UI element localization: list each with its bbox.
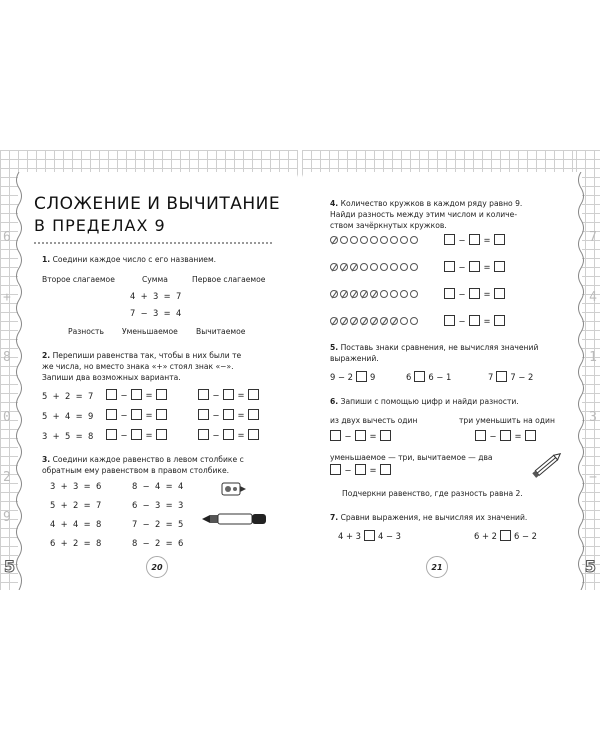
comparison-box[interactable] [414, 371, 425, 382]
crossed-circle [360, 290, 368, 298]
answer-row: − = [198, 389, 259, 400]
equation: 8 − 2 = 6 [132, 538, 184, 548]
circle [390, 263, 398, 271]
answer-box[interactable] [525, 430, 536, 441]
task-2-instruction: 2. Перепиши равенства так, чтобы в них были те же числа, но вместо знака «+» стоял знак «−». Запиши два возможных варианта. [42, 351, 242, 382]
equation: 7 − 2 = 5 [132, 519, 184, 529]
crossed-circle [370, 290, 378, 298]
answer-box[interactable] [380, 430, 391, 441]
answer-box[interactable] [444, 315, 455, 326]
comparison-item: 4 + 3 4 − 3 [338, 530, 401, 541]
circle [410, 290, 418, 298]
phrase: из двух вычесть один [330, 416, 418, 425]
comparison-item: 7 7 − 2 [488, 371, 534, 382]
answer-box[interactable] [469, 288, 480, 299]
marker-icon [200, 512, 270, 526]
comparison-item: 6 6 − 1 [406, 371, 452, 382]
corner-number: 5 [4, 557, 16, 576]
answer-box[interactable] [106, 429, 117, 440]
equation: 3 + 5 = 8 [42, 431, 94, 441]
book-spread [0, 150, 600, 590]
margin-digit-deco: + [3, 290, 11, 305]
answer-box[interactable] [198, 429, 209, 440]
circle [350, 236, 358, 244]
crossed-circle [330, 236, 338, 244]
answer-row: − = [330, 464, 391, 475]
margin-digit-deco: 4 [589, 290, 597, 305]
margin-digit-deco: 7 [589, 230, 597, 245]
dotted-divider [34, 242, 272, 244]
circle [360, 263, 368, 271]
answer-box[interactable] [494, 261, 505, 272]
crossed-circle [340, 263, 348, 271]
answer-box[interactable] [131, 409, 142, 420]
answer-box[interactable] [106, 389, 117, 400]
crossed-circle [350, 290, 358, 298]
margin-digit-deco: 9 [3, 510, 11, 525]
circle [380, 290, 388, 298]
circle-row [330, 236, 418, 244]
comparison-box[interactable] [356, 371, 367, 382]
comparison-item: 6 + 2 6 − 2 [474, 530, 537, 541]
crossed-circle [330, 290, 338, 298]
margin-digit-deco: 0 [3, 410, 11, 425]
answer-box[interactable] [156, 389, 167, 400]
equation: 6 − 3 = 3 [132, 500, 184, 510]
answer-box[interactable] [106, 409, 117, 420]
answer-box[interactable] [156, 409, 167, 420]
circle [410, 236, 418, 244]
circle-row [330, 263, 418, 271]
label-sum: Сумма [142, 275, 168, 284]
comparison-box[interactable] [496, 371, 507, 382]
answer-box[interactable] [355, 430, 366, 441]
answer-box[interactable] [223, 409, 234, 420]
label-first-addend: Первое слагаемое [192, 275, 266, 284]
phrase: три уменьшить на один [459, 416, 555, 425]
crossed-circle [380, 317, 388, 325]
equation: 7 − 3 = 4 [130, 308, 182, 318]
circle [370, 236, 378, 244]
page-number: 20 [146, 556, 168, 578]
task-5-instruction: 5. Поставь знаки сравнения, не вычисляя значений выражений. [330, 343, 539, 363]
answer-row: − = [106, 409, 167, 420]
answer-box[interactable] [248, 409, 259, 420]
answer-box[interactable] [131, 389, 142, 400]
answer-box[interactable] [444, 288, 455, 299]
comparison-box[interactable] [364, 530, 375, 541]
margin-digit-deco: − [589, 470, 597, 485]
equation: 5 + 4 = 9 [42, 411, 94, 421]
circle [400, 236, 408, 244]
label-second-addend: Второе слагаемое [42, 275, 115, 284]
answer-box[interactable] [469, 234, 480, 245]
answer-box[interactable] [330, 464, 341, 475]
answer-box[interactable] [475, 430, 486, 441]
answer-box[interactable] [248, 429, 259, 440]
answer-box[interactable] [469, 315, 480, 326]
crossed-circle [330, 317, 338, 325]
answer-box[interactable] [355, 464, 366, 475]
margin-digit-deco: 3 [589, 410, 597, 425]
equation: 5 + 2 = 7 [50, 500, 102, 510]
crossed-circle [360, 317, 368, 325]
equation: 4 + 3 = 7 [130, 291, 182, 301]
comparison-box[interactable] [500, 530, 511, 541]
label-subtrahend: Вычитаемое [196, 327, 246, 336]
crossed-circle [330, 263, 338, 271]
answer-box[interactable] [198, 389, 209, 400]
circle [360, 236, 368, 244]
equation: 6 + 2 = 8 [50, 538, 102, 548]
answer-row: − = [444, 288, 505, 299]
circle [400, 263, 408, 271]
left-page [0, 150, 298, 590]
margin-digit-deco: 8 [3, 350, 11, 365]
answer-box[interactable] [380, 464, 391, 475]
answer-box[interactable] [198, 409, 209, 420]
circle [370, 263, 378, 271]
answer-box[interactable] [131, 429, 142, 440]
equation: 3 + 3 = 6 [50, 481, 102, 491]
answer-box[interactable] [444, 261, 455, 272]
page-subtitle: В ПРЕДЕЛАХ 9 [34, 216, 166, 235]
crossed-circle [340, 290, 348, 298]
answer-box[interactable] [494, 315, 505, 326]
answer-row: − = [444, 315, 505, 326]
answer-box[interactable] [500, 430, 511, 441]
crossed-circle [370, 317, 378, 325]
answer-box[interactable] [494, 288, 505, 299]
answer-row: − = [444, 261, 505, 272]
crossed-circle [350, 263, 358, 271]
equation: 5 + 2 = 7 [42, 391, 94, 401]
wave-edge [14, 172, 24, 590]
circle [380, 236, 388, 244]
answer-box[interactable] [469, 261, 480, 272]
answer-box[interactable] [494, 234, 505, 245]
answer-box[interactable] [444, 234, 455, 245]
right-page [302, 150, 600, 590]
equation: 4 + 4 = 8 [50, 519, 102, 529]
circle [390, 290, 398, 298]
pencil-icon [530, 446, 566, 482]
task-3-instruction: 3. Соедини каждое равенство в левом столбике с обратным ему равенством в правом столбике. [42, 455, 244, 475]
wave-edge [576, 172, 586, 590]
crossed-circle [350, 317, 358, 325]
task-6-subinstruction: Подчеркни равенство, где разность равна 2. [342, 489, 523, 498]
circle [400, 317, 408, 325]
task-7-instruction: 7. Сравни выражения, не вычисляя их значений. [330, 513, 528, 522]
task-4-instruction: 4. Количество кружков в каждом ряду равно 9. Найди разность между этим числом и количе- ством зачёркнутых кружков. [330, 199, 523, 230]
label-difference: Разность [68, 327, 104, 336]
circle [410, 263, 418, 271]
answer-box[interactable] [223, 429, 234, 440]
corner-number: 5 [584, 557, 596, 576]
circle-row [330, 290, 418, 298]
page-title: СЛОЖЕНИЕ И ВЫЧИТАНИЕ [34, 194, 281, 214]
crossed-circle [390, 317, 398, 325]
circle [340, 236, 348, 244]
crossed-circle [340, 317, 348, 325]
task-1-instruction: 1. Соедини каждое число с его названием. [42, 255, 217, 264]
margin-digit-deco: 1 [589, 350, 597, 365]
answer-row: − = [198, 409, 259, 420]
page-number: 21 [426, 556, 448, 578]
answer-row: − = [330, 430, 391, 441]
sharpener-icon [218, 478, 248, 500]
circle [400, 290, 408, 298]
answer-box[interactable] [223, 389, 234, 400]
margin-digit-deco: 2 [3, 470, 11, 485]
answer-row: − = [106, 429, 167, 440]
answer-box[interactable] [330, 430, 341, 441]
answer-row: − = [444, 234, 505, 245]
answer-row: − = [475, 430, 536, 441]
circle [380, 263, 388, 271]
margin-digit-deco: 6 [3, 230, 11, 245]
answer-row: − = [106, 389, 167, 400]
comparison-item: 9 − 2 9 [330, 371, 376, 382]
label-minuend: Уменьшаемое [122, 327, 178, 336]
phrase: уменьшаемое — три, вычитаемое — два [330, 453, 493, 462]
answer-box[interactable] [248, 389, 259, 400]
answer-box[interactable] [156, 429, 167, 440]
equation: 8 − 4 = 4 [132, 481, 184, 491]
circle [390, 236, 398, 244]
circle-row [330, 317, 418, 325]
circle [410, 317, 418, 325]
task-6-instruction: 6. Запиши с помощью цифр и найди разности. [330, 397, 519, 406]
answer-row: − = [198, 429, 259, 440]
